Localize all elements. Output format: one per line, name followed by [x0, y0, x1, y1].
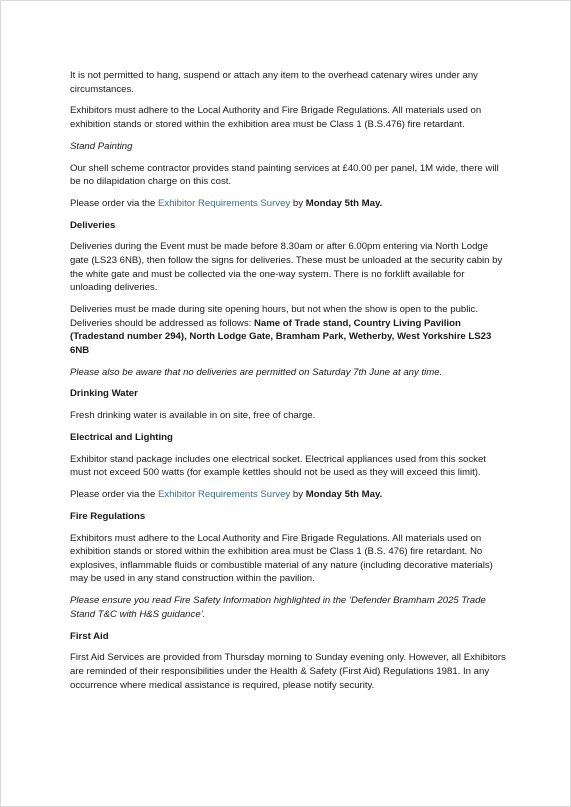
- deliveries-heading: Deliveries: [70, 219, 116, 231]
- drinking-water-heading: Drinking Water: [70, 388, 138, 400]
- order-prefix: Please order via the: [70, 489, 158, 501]
- order-prefix: Please order via the: [70, 197, 158, 209]
- delivery-address: Name of Trade stand, Country Living Pavilion (Tradestand number 294), North Lodge Gate, Bramham Park, Wetherby, West Yorkshire LS23 6NB: [70, 317, 492, 356]
- exhibitor-requirements-survey-link[interactable]: Exhibitor Requirements Survey: [158, 489, 291, 501]
- electrical-paragraph: Exhibitor stand package includes one electrical socket. Electrical appliances used from this socket must not exceed 500 watts (for example kettles should not be used as they will exceed this limit).: [70, 453, 486, 479]
- deliveries-note: Please also be aware that no deliveries are permitted on Saturday 7th June at any time.: [70, 366, 443, 378]
- first-aid-heading: First Aid: [70, 630, 109, 642]
- order-middle: by: [290, 489, 306, 501]
- deliveries-instructions: Deliveries must be made during site opening hours, but not when the show is open to the public. Deliveries should be addressed as follows:: [70, 304, 478, 329]
- fire-regulations-note: Please ensure you read Fire Safety Information highlighted in the ‘Defender Bramham 2025 Trade Stand T&C with H&S guidance’.: [70, 595, 486, 620]
- fire-regulations-paragraph: Exhibitors must adhere to the Local Authority and Fire Brigade Regulations. All materials used on exhibition stands or stored within the exhibition area must be Class 1 (B.S. 476) fire retardant. No explosives, inflammable fluids or combustible material of any nature (including decorative materials) may be used in any stand construction within the pavilion.: [70, 532, 493, 585]
- drinking-water-paragraph: Fresh drinking water is available in on site, free of charge.: [70, 410, 316, 422]
- order-paragraph-1: [70, 197, 506, 211]
- stand-painting-paragraph: Our shell scheme contractor provides stand painting services at £40.00 per panel, 1M wide, there will be no dilapidation charge on this cost.: [70, 162, 499, 188]
- electrical-heading: Electrical and Lighting: [70, 431, 173, 443]
- document-body: [70, 69, 506, 700]
- fire-regulations-heading: Fire Regulations: [70, 510, 146, 522]
- order-deadline: Monday 5th May.: [305, 489, 383, 501]
- order-deadline: Monday 5th May.: [305, 197, 383, 209]
- fire-materials-paragraph: Exhibitors must adhere to the Local Authority and Fire Brigade Regulations. All materials used on exhibition stands or stored within the exhibition area must be Class 1 (B.S.476) fire retardant.: [70, 105, 482, 130]
- deliveries-paragraph-2: [70, 303, 506, 357]
- order-middle: by: [290, 197, 306, 209]
- order-paragraph-2: [70, 488, 506, 502]
- stand-painting-heading: Stand Painting: [70, 140, 133, 152]
- deliveries-paragraph-1: Deliveries during the Event must be made before 8.30am or after 6.00pm entering via North Lodge gate (LS23 6NB), then follow the signs for deliveries. These must be unloaded at the security cabin by the white gate and must be collected via the one-way system. There is no forklift available for unloading deliveries.: [70, 241, 503, 294]
- first-aid-paragraph: First Aid Services are provided from Thursday morning to Sunday evening only. However, all Exhibitors are reminded of their responsibilities under the Health & Safety (First Aid) Regulations 1981. In any occurrence where medical assistance is required, please notify security.: [70, 652, 506, 691]
- exhibitor-requirements-survey-link[interactable]: Exhibitor Requirements Survey: [158, 197, 291, 209]
- catenary-paragraph: It is not permitted to hang, suspend or attach any item to the overhead catenary wires under any circumstances.: [70, 70, 478, 95]
